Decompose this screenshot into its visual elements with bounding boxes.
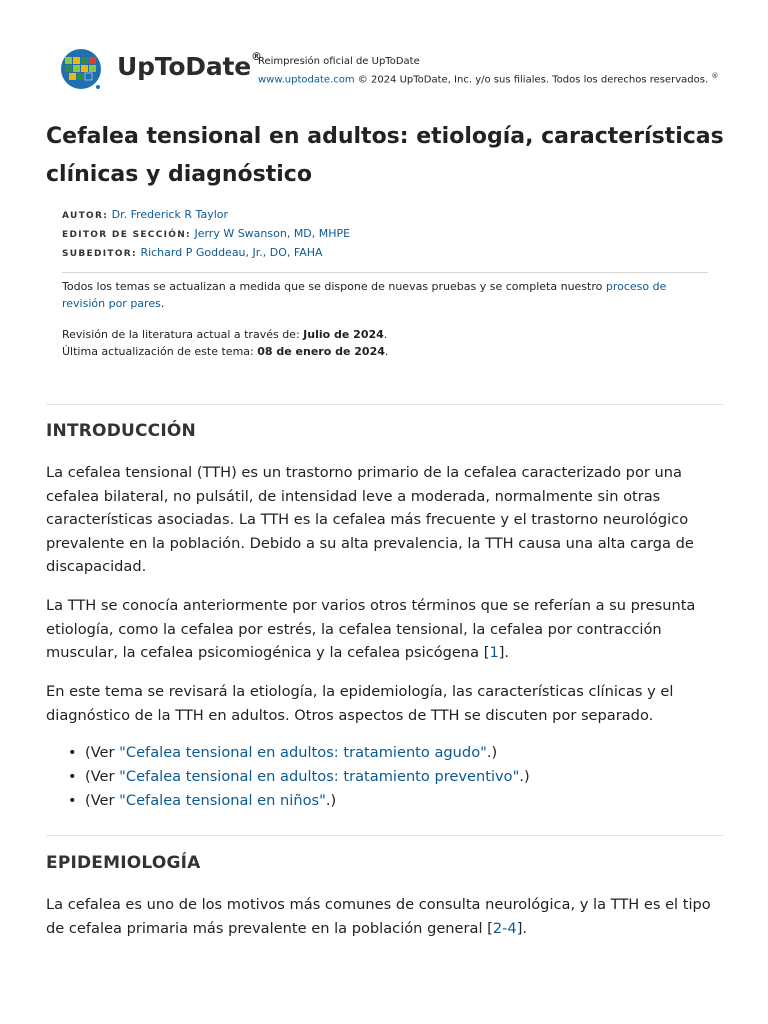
last-updated-date: 08 de enero de 2024: [257, 345, 385, 358]
list-item: • (Ver "Cefalea tensional en adultos: tratamiento agudo".): [68, 741, 530, 765]
page-title: Cefalea tensional en adultos: etiología, características clínicas y diagnóstico: [46, 124, 724, 187]
reference-link[interactable]: 1: [489, 644, 499, 662]
review-dates: Revisión de la literatura actual a través de: Julio de 2024. Última actualización de este tema: 08 de enero de 2024.: [62, 328, 389, 358]
section-heading-introduccion: INTRODUCCIÓN: [46, 421, 196, 441]
peer-review-link[interactable]: proceso de revisión por pares: [62, 280, 667, 310]
author-label: AUTOR:: [62, 211, 109, 221]
list-item: • (Ver "Cefalea tensional en adultos: tratamiento preventivo".): [68, 765, 530, 789]
reprint-line: Reimpresión oficial de UpToDate: [258, 56, 420, 67]
list-item: • (Ver "Cefalea tensional en niños".): [68, 789, 530, 813]
section-heading-epidemiologia: EPIDEMIOLOGÍA: [46, 853, 201, 873]
literature-review-date: Julio de 2024: [303, 328, 384, 341]
reference-link[interactable]: 2-4: [492, 919, 517, 937]
epidemiology-paragraph-1: La cefalea es uno de los motivos más comunes de consulta neurológica, y la TTH es el tipo de cefalea primaria más prevalente en la población general [2-4].: [46, 896, 711, 937]
authors-block: [62, 206, 350, 263]
brand-name[interactable]: UpToDate®: [117, 49, 262, 81]
uptodate-site-link[interactable]: www.uptodate.com: [258, 74, 355, 86]
deputy-editor-link[interactable]: Richard P Goddeau, Jr., DO, FAHA: [140, 246, 323, 259]
author-link[interactable]: Dr. Frederick R Taylor: [111, 208, 229, 221]
topic-link-children[interactable]: "Cefalea tensional en niños": [119, 791, 326, 809]
intro-paragraph-1: La cefalea tensional (TTH) es un trastorno primario de la cefalea caracterizado por una cefalea bilateral, no pulsátil, de intensidad leve a moderada, normalmente sin otras características asociadas. La TTH es la cefalea más frecuente y el trastorno neurológico prevalente en la población. Debido a su alta prevalencia, la TTH causa una alta carga de discapacidad.: [46, 464, 694, 576]
intro-paragraph-3: En este tema se revisará la etiología, la epidemiología, las características clínicas y el diagnóstico de la TTH en adultos. Otros aspectos de TTH se discuten por separado.: [46, 683, 674, 724]
intro-paragraph-2: La TTH se conocía anteriormente por varios otros términos que se referían a su presunta etiología, como la cefalea por estrés, la cefalea tensional, la cefalea por contracción muscular, la cefalea psicomiogénica y la cefalea psicógena [1].: [46, 597, 696, 662]
topic-link-acute-treatment[interactable]: "Cefalea tensional en adultos: tratamiento agudo": [119, 744, 487, 761]
copyright-text: © 2024 UpToDate, Inc. y/o sus filiales. Todos los derechos reservados.: [354, 74, 712, 86]
header: [60, 48, 740, 92]
section-editor-link[interactable]: Jerry W Swanson, MD, MHPE: [194, 227, 351, 240]
deputy-editor-label: SUBEDITOR:: [62, 249, 137, 259]
divider: [46, 835, 724, 836]
topic-link-preventive-treatment[interactable]: "Cefalea tensional en adultos: tratamiento preventivo": [119, 767, 520, 785]
divider: [46, 404, 724, 405]
section-editor-label: EDITOR DE SECCIÓN:: [62, 230, 191, 240]
uptodate-logo-icon[interactable]: [60, 48, 102, 90]
divider: [62, 272, 708, 273]
reprint-notice: Reimpresión oficial de UpToDate www.uptodate.com © 2024 UpToDate, Inc. y/o sus filiales. Todos los derechos reservados. ®: [258, 56, 719, 86]
update-notice: Todos los temas se actualizan a medida que se dispone de nuevas pruebas y se completa nuestro proceso de revisión por pares.: [62, 280, 667, 310]
literature-review-label: Revisión de la literatura actual a través de:: [62, 328, 304, 341]
see-also-list: [68, 741, 530, 812]
last-updated-label: Última actualización de este tema:: [62, 345, 258, 358]
